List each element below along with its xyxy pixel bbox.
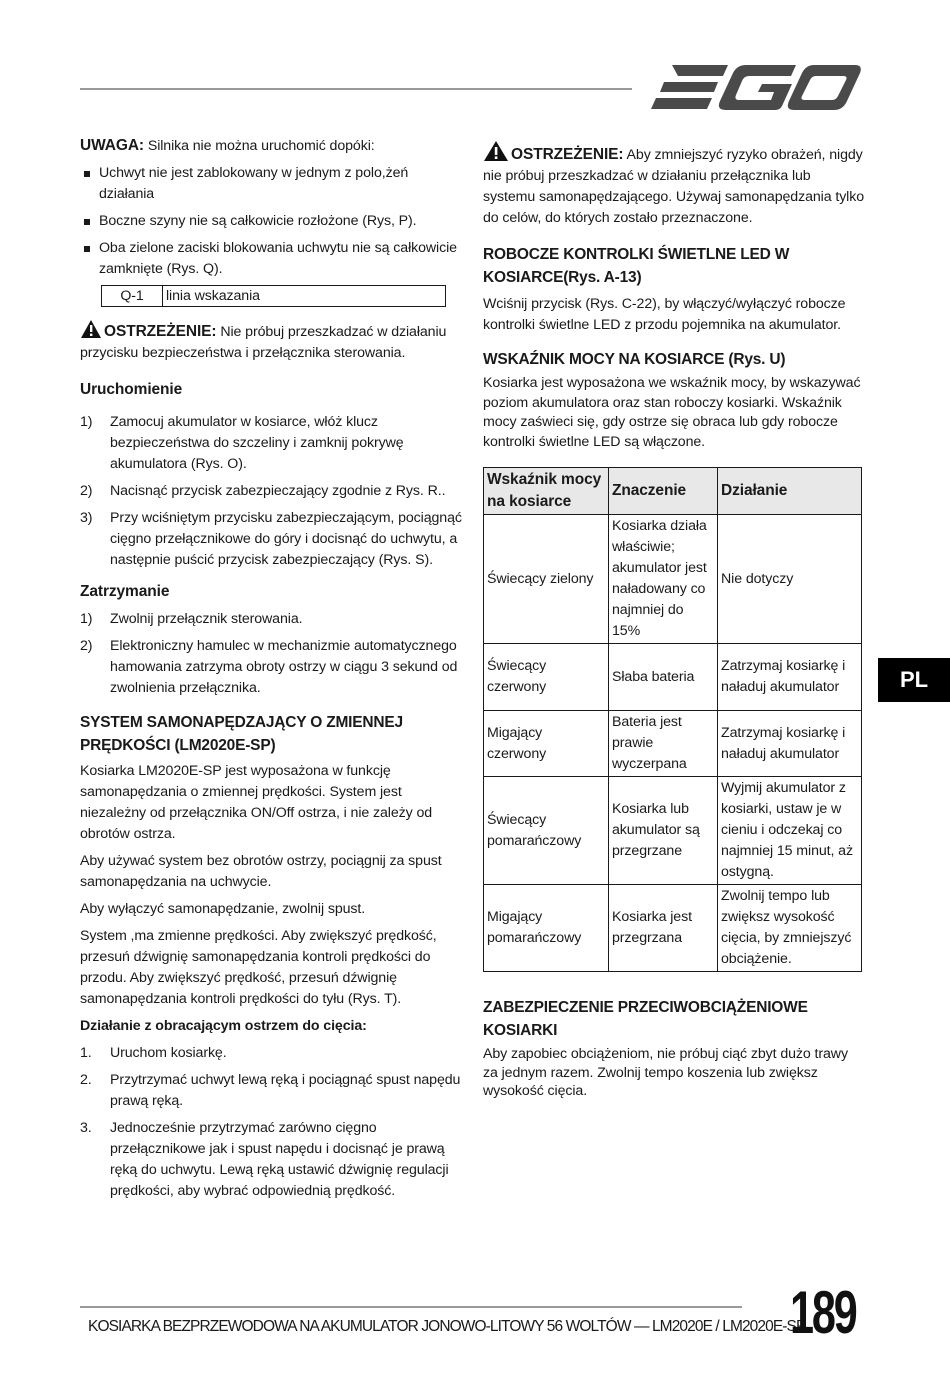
warning-text: Aby zmniejszyć ryzyko obrażeń, nigdy nie próbuj przeszkadzać w działaniu przełącznika lub systemu samonapędzającego. Używaj samonapędzania tylko do celów, do których zostało przeznaczone. [483,147,865,226]
q-text: linia wskazania [166,288,260,304]
table-cell: Świecący zielony [484,515,609,644]
step-text: Nacisnąć przycisk zabezpieczający zgodnie z Rys. R.. [110,483,446,499]
footer-rule [80,1306,742,1308]
step-number: 1. [80,1045,92,1061]
table-row [484,711,862,777]
power-indicator-table [483,467,862,972]
table-row [484,777,862,885]
table-cell: Zatrzymaj kosiarkę i naładuj akumulator [718,644,862,711]
table-cell: Zatrzymaj kosiarkę i naładuj akumulator [718,711,862,777]
warning-safety-switch [80,319,462,364]
list-item: Uchwyt nie jest zablokowany w jednym z polo,żeń działania [80,163,462,205]
system-paragraph: Aby używać system bez obrotów ostrzy, pociągnij za spust samonapędzania na uchwycie. [80,853,442,890]
step-text: Jednocześnie przytrzymać zarówno cięgno przełącznikowe jak i spust napędu i docisnąć je prawą ręką do uchwytu. Lewą ręką ustawić dźwignię regulacji prędkości, aby wybrać odpowiednią prędkość. [110,1120,449,1199]
start-heading: Uruchomienie [80,381,183,398]
step-text: Zwolnij przełącznik sterowania. [110,611,303,627]
left-column [80,135,462,1208]
table-cell: Zwolnij tempo lub zwiększ wysokość cięcia, by zmniejszyć obciążenie. [718,885,862,972]
q-legend-box [101,285,446,307]
table-row [484,885,862,972]
step-text: Zamocuj akumulator w kosiarce, włóż klucz bezpieczeństwa do szczeliny i zamknij pokrywę akumulatora (Rys. O). [110,414,404,472]
overload-text: Aby zapobiec obciążeniom, nie próbuj ciąć zbyt dużo trawy za jednym razem. Zwolnij tempo koszenia lub zwiększ wysokość cięcia. [483,1046,848,1099]
list-item [80,1043,462,1064]
column-header: Znaczenie [609,468,718,515]
stop-steps [80,609,462,699]
table-cell: Bateria jest prawie wyczerpana [609,711,718,777]
table-cell: Kosiarka działa właściwie; akumulator jest naładowany co najmniej do 15% [609,515,718,644]
step-number: 2. [80,1072,92,1088]
table-header-row [484,468,862,515]
list-item [80,481,462,502]
conditions-list [80,163,462,280]
blade-heading: Działanie z obracającym ostrzem do cięcia: [80,1018,367,1034]
overload-heading: ZABEZPIECZENIE PRZECIWOBCIĄŻENIOWE KOSIARKI [483,999,808,1039]
uwaga-text: Silnika nie można uruchomić dopóki: [143,138,375,154]
system-paragraph: Kosiarka LM2020E-SP jest wyposażona w funkcję samonapędzania o zmiennej prędkości. System jest niezależny od przełącznika ON/Off ostrza, i nie zależy od obrotów ostrza. [80,763,433,842]
step-number: 1) [80,611,93,627]
warning-triangle-icon [483,140,509,162]
power-text: Kosiarka jest wyposażona we wskaźnik mocy, by wskazywać poziom akumulatora oraz stan roboczy kosiarki. Wskaźnik mocy zaświeci się, gdy ostrze się obraca lub gdy robocze kontrolki świetlne LED są włączone. [483,375,861,450]
list-item [80,609,462,630]
warning-text: Nie próbuj przeszkadzać w działaniu przycisku bezpieczeństwa i przełącznika sterowania. [80,324,447,361]
table-cell: Świecący czerwony [484,644,609,711]
list-item [80,508,462,571]
start-steps [80,412,462,571]
page-number: 189 [790,1279,856,1346]
table-cell: Wyjmij akumulator z kosiarki, ustaw je w cieniu i odczekaj co najmniej 15 minut, aż ostygną. [718,777,862,885]
warning-triangle-icon [80,319,102,339]
step-number: 3) [80,510,93,526]
led-heading: ROBOCZE KONTROLKI ŚWIETLNE LED W KOSIARCE(Rys. A-13) [483,246,790,286]
stop-heading: Zatrzymanie [80,583,170,600]
column-header: Działanie [718,468,862,515]
list-item [80,1070,462,1112]
column-header: Wskaźnik mocy na kosiarce [484,468,609,515]
table-cell: Nie dotyczy [718,515,862,644]
warning-label: OSTRZEŻENIE: [104,323,217,340]
system-heading: SYSTEM SAMONAPĘDZAJĄCY O ZMIENNEJ PRĘDKOŚCI (LM2020E-SP) [80,714,403,754]
step-number: 1) [80,414,93,430]
led-text: Wciśnij przycisk (Rys. C-22), by włączyć/wyłączyć robocze kontrolki świetlne LED z przodu pojemnika na akumulator. [483,296,846,333]
q-label: Q-1 [102,286,163,306]
uwaga-label: UWAGA: [80,137,144,154]
list-item [80,1118,462,1202]
step-number: 2) [80,483,93,499]
table-cell: Kosiarka lub akumulator są przegrzane [609,777,718,885]
table-cell: Migający czerwony [484,711,609,777]
table-cell: Świecący pomarańczowy [484,777,609,885]
warning-label: OSTRZEŻENIE: [511,146,624,163]
step-text: Przytrzymać uchwyt lewą ręką i pociągnąć spust napędu prawą ręką. [110,1072,461,1109]
footer-title: KOSIARKA BEZPRZEWODOWA NA AKUMULATOR JONOWO-LITOWY 56 WOLTÓW — LM2020E / LM2020E-SP [88,1318,806,1335]
system-paragraph: System ,ma zmienne prędkości. Aby zwiększyć prędkość, przesuń dźwignię samonapędzania kontroli prędkości do przodu. Aby zwiększyć prędkość, przesuń dźwignię samonapędzania kontroli prędkości do tyłu (Rys. T). [80,928,437,1007]
list-item: Boczne szyny nie są całkowicie rozłożone (Rys, P). [80,211,462,232]
uwaga-note [80,135,462,157]
system-paragraph: Aby wyłączyć samonapędzanie, zwolnij spust. [80,901,366,917]
table-cell: Słaba bateria [609,644,718,711]
step-number: 3. [80,1120,92,1136]
list-item: Oba zielone zaciski blokowania uchwytu nie są całkowicie zamknięte (Rys. Q). [80,238,462,280]
language-tab: PL [878,658,950,702]
right-column [483,140,865,1101]
step-text: Przy wciśniętym przycisku zabezpieczającym, pociągnąć cięgno przełącznikowe do góry i docisnąć do uchwytu, a następnie puścić przycisk zabezpieczający (Rys. S). [110,510,462,568]
power-heading: WSKAŹNIK MOCY NA KOSIARCE (Rys. U) [483,351,786,368]
blade-steps [80,1043,462,1202]
table-cell: Migający pomarańczowy [484,885,609,972]
step-text: Elektroniczny hamulec w mechanizmie automatycznego hamowania zatrzyma obroty ostrzy w ciągu 3 sekund od zwolnienia przełącznika. [110,638,458,696]
table-row [484,515,862,644]
table-row [484,644,862,711]
list-item [80,636,462,699]
ego-logo [650,62,862,114]
step-number: 2) [80,638,93,654]
warning-self-propel [483,140,865,229]
header-rule [80,88,632,90]
step-text: Uruchom kosiarkę. [110,1045,227,1061]
table-cell: Kosiarka jest przegrzana [609,885,718,972]
list-item [80,412,462,475]
